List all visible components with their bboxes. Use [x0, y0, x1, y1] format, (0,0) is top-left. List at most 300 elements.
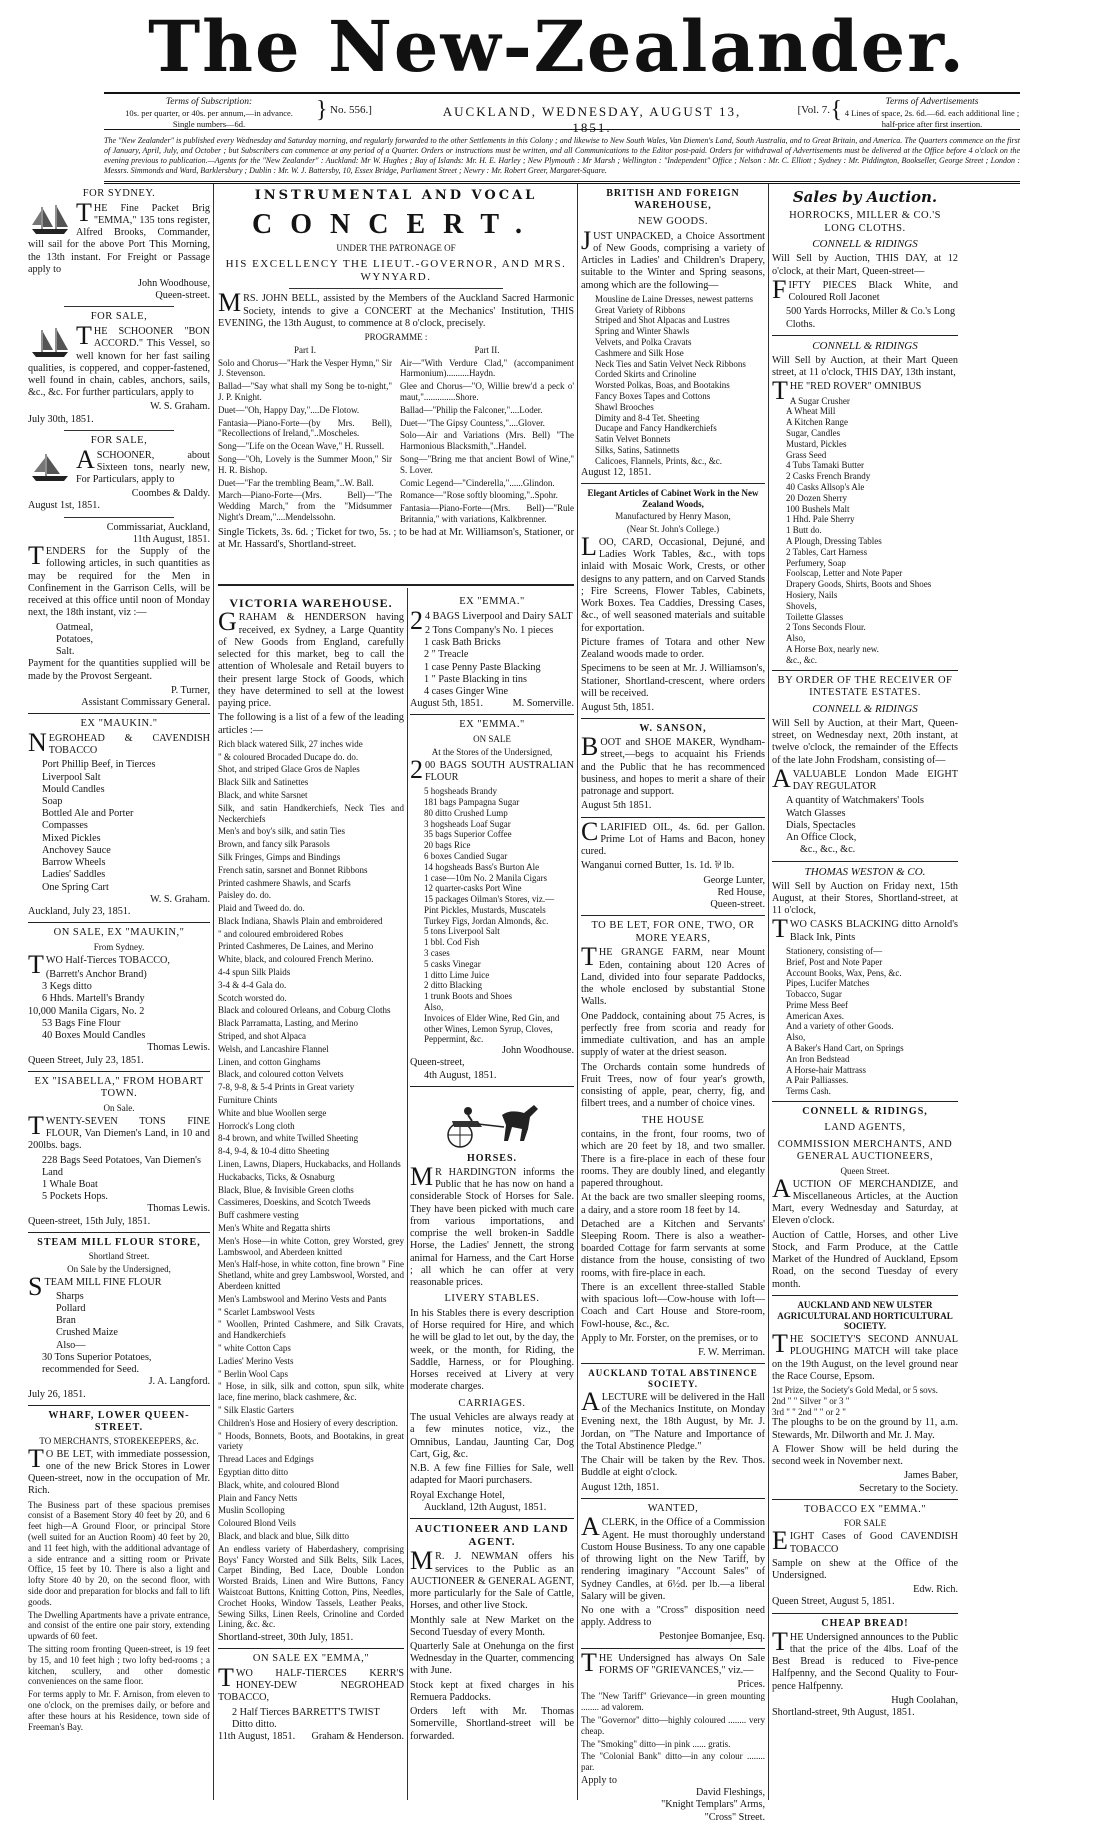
item-line: Mustard, Pickles	[786, 438, 847, 449]
item-line: Watch Glasses	[786, 807, 846, 819]
ad-heading: EX "EMMA."	[459, 719, 525, 731]
item-line: 1 Hhd. Pale Sherry	[786, 514, 855, 525]
ship-icon	[28, 450, 72, 484]
terms-line: 10s. per quarter, or 40s. per annum,—in advance.	[125, 108, 293, 119]
ad-lead: 200 BAGS SOUTH AUSTRALIAN FLOUR	[410, 754, 574, 784]
item-line: Foolscap, Letter and Note Paper	[786, 568, 903, 579]
place-date: AUCKLAND, WEDNESDAY, AUGUST 13, 1851.	[442, 104, 742, 135]
item-line: Also,	[786, 1032, 806, 1043]
item-line: Egyptian ditto ditto	[218, 1466, 288, 1477]
ad-heading: CARRIAGES.	[458, 1397, 526, 1409]
item-line: 20 Dozen Sherry	[786, 492, 847, 503]
programme-item: Solo—Air and Variations (Mrs. Bell) "The Harmonious Blacksmith,"..Handel.	[400, 430, 574, 452]
item-line: Printed cashmere Shawls, and Scarfs	[218, 877, 351, 888]
ad-body: Picture frames of Totara and other New Zealand woods made to order.	[581, 636, 765, 661]
ad-body: The following is a list of a few of the leading articles :—	[218, 712, 404, 736]
programme-item: Solo and Chorus—"Hark the Vesper Hymn," Sir J. Stevenson.	[218, 357, 392, 379]
ad-body: The ploughs to be on the ground by 11, a.m. Stewards, Mr. Dilworth and Mr. J. May.	[772, 1417, 958, 1441]
ad-heading: HORROCKS, MILLER & CO.'S LONG CLOTHS.	[789, 210, 941, 234]
ad-body: Auction of Cattle, Horses, and other Live Stock, and Farm Produce, at the Cattle Market of the Hundred of Auckland, Epsom Road, on the second Tuesday of every month.	[772, 1229, 958, 1290]
ad-body: Apply to Mr. Forster, on the premises, or to	[581, 1332, 759, 1344]
ad-signature: John Woodhouse,	[137, 278, 210, 289]
ad-signature: Graham & Henderson.	[311, 1731, 404, 1743]
subscription-terms	[104, 97, 314, 129]
divider	[28, 1071, 210, 1072]
prize-line: 3rd " " 2nd " " or 2 "	[772, 1406, 846, 1417]
ad-body: No one with a "Cross" disposition need apply. Address to	[581, 1605, 765, 1629]
brace-glyph: {	[830, 97, 842, 123]
advertisement-terms	[844, 97, 1020, 129]
item-line: Barrow Wheels	[42, 857, 106, 869]
item-line: Velvets, and Polka Cravats	[595, 336, 692, 347]
ad-heading: EX "ISABELLA," FROM HOBART TOWN.	[34, 1075, 204, 1100]
item-line: Spring and Winter Shawls	[595, 326, 690, 337]
item-line: A Baker's Hand Cart, on Springs	[786, 1043, 904, 1054]
ad-date: July 26, 1851.	[28, 1388, 86, 1400]
ad-body: ACLERK, in the Office of a Commission Agent. He must thoroughly understand Custom House Business. To any one capable of throwing light on the New Tariff, by rendering imaginary "Account Sales" of Sydney Candles, at 6½d. per lb.—a liberal Salary will be given.	[581, 1512, 765, 1602]
item-line: 7-8, 9-8, & 5-4 Prints in Great variety	[218, 1082, 355, 1093]
divider	[772, 1101, 958, 1102]
ad-lead: THE "RED ROVER" OMNIBUS	[772, 376, 922, 406]
divider	[772, 335, 958, 336]
item-line: A Kitchen Range	[786, 417, 848, 428]
ad-subheading: ON SALE	[473, 734, 511, 745]
item-line: White, black, and coloured French Merino.	[218, 954, 374, 965]
item-line: Striped and Shot Alpacas and Lustres	[595, 315, 730, 326]
item-line: Cashmere and Silk Hose	[595, 347, 684, 358]
goods-list	[772, 396, 958, 666]
ad-signature: "Knight Templars" Arms,	[661, 1799, 765, 1811]
column-rule	[407, 588, 408, 1800]
item-line: Ladies' Merino Vests	[218, 1355, 294, 1366]
ad-signature: M. Somerville.	[512, 698, 574, 710]
item-line: Black Parramatta, Lasting, and Merino	[218, 1018, 358, 1029]
ad-body: The Chair will be taken by the Rev. Thos. Buddle at eight o'clock.	[581, 1455, 765, 1479]
ad-heading: ON SALE EX "EMMA,"	[252, 1653, 370, 1665]
newspaper-title: The New-Zealander.	[148, 5, 966, 88]
column-3	[581, 184, 765, 1823]
item-line: 2 Tons Seconds Flour.	[786, 622, 866, 633]
item-line: 30 Tons Superior Potatoes, recommended for Seed.	[42, 1351, 152, 1376]
divider	[64, 517, 173, 518]
ad-body: MR HARDINGTON informs the Public that he has now on hand a considerable Stock of Horses for Sale. They have been picked with much care from various importations, and comprise the well broken-in Saddle Horse, the Ladies' Jennett, the strong animal for Harness, and the Cart Horse ; all which he can offer at very reasonable prices.	[410, 1161, 574, 1289]
auctioneer-name: CONNELL & RIDINGS	[812, 339, 918, 352]
divider	[218, 1648, 404, 1649]
item-line: Terms Cash.	[786, 1086, 831, 1097]
ad-body: Wanganui corned Butter, 1s. 1d. ⅌ lb.	[581, 860, 735, 872]
item-line: Mould Candles	[42, 783, 105, 795]
price-heading: Prices.	[737, 1679, 765, 1691]
item-line: A Plough, Dressing Tables	[786, 536, 882, 547]
ship-icon	[28, 326, 72, 360]
ad-subheading: On Sale by the Undersigned,	[67, 1263, 171, 1274]
ad-date: Auckland, 12th August, 1851.	[424, 1501, 547, 1513]
item-line: Striped, and shot Alpaca	[218, 1031, 306, 1042]
victoria-warehouse	[218, 592, 404, 1800]
ad-heading: AUCTIONEER AND LAND AGENT.	[415, 1523, 569, 1549]
ad-subheading: (Near St. John's College.)	[626, 524, 720, 535]
ad-heading: EX "EMMA."	[459, 596, 525, 607]
ad-signature: J. A. Langford.	[148, 1376, 210, 1388]
ad-signature: George Lunter,	[703, 874, 765, 886]
item-line: Calicoes, Flannels, Prints, &c., &c.	[595, 455, 722, 466]
item-line: Brown, and fancy silk Parasols	[218, 839, 330, 850]
item-line: Shot, and striped Glace Gros de Naples	[218, 764, 360, 775]
ad-body: One Paddock, containing about 75 Acres, is perfectly free from scoria and ready for immediate cultivation, and has an ample supply of water at the driest season.	[581, 1010, 765, 1059]
ad-body: Detached are a Kitchen and Servants' Sleeping Room. There is also a weather-boarded Cottage for farm servants at some distance from the house, consisting of two rooms, with fire-place in each.	[581, 1218, 765, 1279]
ad-date: Queen Street, July 23, 1851.	[28, 1054, 144, 1066]
auctioneer-name: CONNELL & RIDINGS	[812, 238, 918, 251]
item-line: 1 ditto Lime Juice	[424, 969, 490, 980]
programme-item: Ballad—"Say what shall my Song be to-night," J. P. Knight.	[218, 381, 392, 403]
ad-body: LOO, CARD, Occasional, Dejuné, and Ladies Work Tables, &c., with tops inlaid with Mosaic Work, Crests, or other designs to any pattern, and on Carved Stands ; Fire Screens, Flower Tables, Cabinets, Work Boxes. Tea Caddies, Dressing Cases, &c., of well seasoned materials and suitable for exportation.	[581, 531, 765, 634]
item-line: Invoices of Elder Wine, Red Gin, and other Wines, Lemon Syrup, Cloves, Peppermint, &c.	[424, 1012, 560, 1045]
item-line: 3 cases	[424, 948, 450, 959]
divider	[64, 306, 173, 307]
ad-body: THE Undersigned has always On Sale FORMS OF "GRIEVANCES," viz.—	[581, 1647, 765, 1677]
item-line: Great Variety of Ribbons	[595, 304, 686, 315]
item-line: Shawl Brooches	[595, 401, 654, 412]
programme-item: Song—"Life on the Ocean Wave," H. Russell.	[218, 441, 385, 452]
ad-date: Auckland, July 23, 1851.	[28, 906, 131, 918]
item-line: Pint Pickles, Mustards, Muscatels	[424, 904, 546, 915]
part-heading: Part II.	[474, 344, 500, 355]
ad-date: 11th August, 1851.	[218, 1731, 296, 1743]
item-line: Silks, Satins, Satinnetts	[595, 444, 680, 455]
ship-icon	[28, 203, 72, 237]
item-line: Children's Hose and Hosiery of every description.	[218, 1417, 398, 1428]
ad-body: Orders left with Mr. Thomas Somerville, Shortland-street will be forwarded.	[410, 1706, 574, 1742]
publication-notice: The "New Zealander" is published every Wednesday and Saturday morning, and regularly forwarded to the other Settlements in this Colony ; and likewise to New South Wales, Van Diemen's Land, South Australia, and to Great Britain, and America. The Quarters commence on the first of January, April, July, and October ; but Subscribers can commence at any period of a Quarter. Orders or instructions must be written, and all Communications to the Editor post-paid. Orders for withdrawal of Advertisements must be delivered at the Office before 4 o'clock on the evening previous to publication.—Agents for the "New Zealander" : Auckland: Mr W. Hughes ; Bay of Islands: Mr. H. E. Harley ; New Plymouth : Mr Marsh ; Wellington : "Independent" Office ; Nelson : Mr. C. Elliott ; Sydney : Mr. Piddington, Bookseller, George Street ; London : Messrs. Simmonds and Ward, Barklersbury ; Dublin : Mr. W. J. Battersby, 10, Essex Bridge, Parliament Street ; Newry : Mr. Robert Greer, Margaret-Square.	[104, 136, 1020, 184]
ad-body: The sitting room fronting Queen-street, is 19 feet by 15, and 10 feet high ; two lofty bed-rooms ; a kitchen, scullery, and other domestic conveniences on the same floor.	[28, 1643, 210, 1687]
item-line: Turkey Figs, Jordan Almonds, &c.	[424, 915, 549, 926]
item-line: Anchovey Sauce	[42, 844, 111, 856]
ad-signature: Hugh Coolahan,	[891, 1694, 958, 1706]
item-line: " Hoods, Bonnets, Boots, and Bootakins, in great variety	[218, 1430, 404, 1452]
item-line: Also—	[56, 1339, 86, 1351]
terms-heading: Terms of Subscription:	[165, 97, 253, 107]
item-line: Liverpool Salt	[42, 771, 101, 783]
item-line: Black, and black and blue, Silk ditto	[218, 1530, 349, 1541]
ad-subheading: Queen Street.	[840, 1165, 890, 1176]
item-line: Men's Hose—in white Cotton, grey Worsted, grey Lambswool, and Aberdeen knitted	[218, 1235, 404, 1257]
item-line: 1 bbl. Cod Fish	[424, 937, 480, 948]
ad-lead: TWO CASKS BLACKING ditto Arnold's Black Ink, Pints	[772, 914, 958, 944]
ad-body: Payment for the quantities supplied will be made by the Provost Sergeant.	[28, 658, 210, 682]
item-line: Drapery Goods, Shirts, Boots and Shoes	[786, 579, 932, 590]
item-line: 2 Tons Company's No. 1 pieces	[425, 624, 554, 636]
item-line: 2 Casks French Brandy	[786, 471, 871, 482]
ad-body: The Orchards contain some hundreds of Fruit Trees, now of four year's growth, consisting of apple, pear, cherry, fig, and filbert trees, and a number of choice vines.	[581, 1061, 765, 1110]
item-line: Ditto ditto.	[232, 1718, 277, 1730]
item-line: Silk Fringes, Gimps and Bindings	[218, 851, 341, 862]
item-line: 181 bags Pampagna Sugar	[424, 796, 520, 807]
ad-heading: TO BE LET, FOR ONE, TWO, OR MORE YEARS,	[591, 920, 755, 944]
ad-body: TENDERS for the Supply of the following articles, in such quantities as may be required for the Men in Confinement in the Garrison Cells, will be received at this office until noon of Monday next, the 18th instant, viz :—	[28, 541, 210, 619]
ad-heading: HORSES.	[466, 1152, 518, 1164]
item-line: 3 Kegs ditto	[42, 981, 92, 993]
ad-signature: David Fleshings,	[695, 1787, 765, 1799]
part-heading: Part I.	[294, 344, 316, 355]
item-line: Ducape and Fancy Handkerchiefs	[595, 423, 717, 434]
item-line: &c., &c.	[786, 654, 817, 665]
item-line: 5 hogsheads Brandy	[424, 786, 497, 797]
ad-signature: F. W. Merriman.	[698, 1347, 765, 1359]
programme-item: Fantasia—Piano-Forte—(Mrs. Bell)—"Rule Britannia," with variations, Kalkbrenner.	[400, 503, 574, 525]
ad-lead: 24 BAGS Liverpool and Dairy SALT	[410, 605, 573, 635]
item-line: An endless variety of Haberdashery, comprising Boys' Fancy Worsted and Silk Belts, Silk Laces, Carpet Binding, Bed Lace, Double London Worsted Braids, Linen and Wire Buttons, Fancy Waistcoat Buttons, Knitting Cotton, Pins, Needles, Crochet Hooks, Window Tassels, Leather Peaks, Sewing Silks, Linen Reels, Crinoline and Corded Lining, &c. &c.	[218, 1543, 404, 1630]
ad-body: Will Sell by Auction, at their Mart, Queen-street, on Wednesday next, 20th instant, at twelve o'clock, the remainder of the Effects of the late John Frodsham, consisting of—	[772, 717, 958, 766]
item-line: Black and coloured Orleans, and Coburg Cloths	[218, 1005, 391, 1016]
ad-heading: AUCKLAND AND NEW ULSTER AGRICULTURAL AND HORTICULTURAL SOCIETY.	[777, 1299, 953, 1332]
item-line: Plain and Fancy Netts	[218, 1492, 298, 1503]
item-line: An Iron Bedstead	[786, 1053, 850, 1064]
issue-number: No. 556.]	[330, 104, 372, 116]
item-line: Sharps	[56, 1290, 84, 1302]
ad-body: Quarterly Sale at Onehunga on the first Wednesday in the Quarter, commencing with June.	[410, 1641, 574, 1677]
item-line: 1 cask Bath Bricks	[424, 637, 501, 649]
price-line: The "New Tariff" Grievance—in green mounting ........ ad valorem.	[581, 1691, 765, 1713]
item-line: 20 bags Rice	[424, 840, 471, 851]
divider	[410, 1086, 574, 1087]
item-line: 6 Hhds. Martell's Brandy	[42, 993, 145, 1005]
ad-heading: THE HOUSE	[641, 1114, 705, 1126]
item-line: 1 Butt do.	[786, 525, 822, 536]
item-line: White and blue Woollen serge	[218, 1107, 327, 1118]
programme-item: March—Piano-Forte—(Mrs. Bell)—"The Wedding March," from the "Midsummer Night's Dream,"....Mendelssohn.	[218, 490, 392, 523]
brace-glyph: }	[316, 97, 328, 123]
programme-item: Duet—"The Gipsy Countess,"....Glover.	[400, 417, 545, 428]
item-line: Paisley do. do.	[218, 890, 271, 901]
item-line: " Berlin Wool Caps	[218, 1368, 289, 1379]
masthead	[14, 0, 1100, 92]
item-line: Black, white, and coloured Blond	[218, 1479, 339, 1490]
ad-lead: TWO Half-Tierces TOBACCO,	[28, 949, 170, 979]
item-line: 40 Casks Allsop's Ale	[786, 482, 865, 493]
item-line: A Wheat Mill	[786, 406, 836, 417]
ad-heading: STEAM MILL FLOUR STORE,	[37, 1236, 201, 1248]
item-line: 5 Pockets Hops.	[42, 1191, 108, 1203]
item-line: 2 ditto Blacking	[424, 980, 482, 991]
programme-item: Duet—"Far the trembling Beam,"..W. Ball.	[218, 477, 374, 488]
ad-signature: Queen-street.	[155, 290, 210, 302]
item-line: Mousline de Laine Dresses, newest patterns	[595, 293, 753, 304]
ad-body: CLARIFIED OIL, 4s. 6d. per Gallon. Prime Lot of Hams and Bacon, honey cured.	[581, 816, 765, 858]
ad-body: TWENTY-SEVEN TONS FINE FLOUR, Van Diemen's Land, in 10 and 200lbs. bags.	[28, 1110, 210, 1152]
item-line: A Horse Box, nearly new.	[786, 644, 879, 654]
item-line: Black Silk and Satinettes	[218, 777, 309, 788]
divider	[581, 915, 765, 916]
column-rule	[213, 184, 214, 1800]
item-line: " Woollen, Printed Cashmere, and Silk Cravats, and Handkerchiefs	[218, 1319, 404, 1341]
divider	[28, 1232, 210, 1233]
item-line: Black, and coloured cotton Velvets	[218, 1069, 344, 1080]
ad-body: Will Sell by Auction, at their Mart Queen street, at 11 o'clock, THIS DAY, 13th instant,	[772, 354, 958, 379]
ad-signature: James Baber,	[904, 1470, 958, 1482]
item-line: Satin Velvet Bonnets	[595, 434, 671, 445]
ad-heading: ON SALE, EX "MAUKIN,"	[53, 927, 185, 939]
divider	[772, 1295, 958, 1296]
item-line: Rich black watered Silk, 27 inches wide	[218, 738, 363, 749]
ad-subheading: COMMISSION MERCHANTS, AND GENERAL AUCTIONEERS,	[777, 1138, 953, 1163]
divider	[28, 922, 210, 923]
ad-heading: EX "MAUKIN."	[80, 718, 158, 730]
ad-heading: W. SANSON,	[639, 723, 707, 735]
ad-heading: BRITISH AND FOREIGN WAREHOUSE,	[606, 188, 740, 211]
item-line: Grass Seed	[786, 449, 827, 460]
column-1	[28, 184, 210, 1800]
ad-body: Specimens to be seen at Mr. J. Williamson's, Stationer, Shortland-crescent, where orders will be received.	[581, 663, 765, 699]
item-line: Hosiery, Nails	[786, 590, 838, 601]
ad-signature: Royal Exchange Hotel,	[410, 1489, 505, 1501]
item-line: Scotch worsted do.	[218, 992, 287, 1003]
item-line: 1 " Paste Blacking in tins	[424, 673, 527, 685]
ad-signature: "Cross" Street.	[704, 1811, 765, 1823]
ad-lead: NEGROHEAD & CAVENDISH TOBACCO	[28, 727, 210, 757]
ad-body: There is an excellent three-stalled Stable with spacious loft—Cow-house with loft—Coach and Cart House and Store-room, Fowl-house, &c., &c.	[581, 1281, 765, 1330]
item-line: 10,000 Manila Cigars, No. 2	[28, 1005, 145, 1017]
item-line: A Pair Palliasses.	[786, 1075, 849, 1086]
ad-body: EIGHT Cases of Good CAVENDISH TOBACCO	[772, 1526, 958, 1556]
item-line: Prime Mess Beef	[786, 999, 848, 1010]
volume-number: [Vol. 7.	[797, 104, 830, 116]
item-line: American Axes.	[786, 1010, 844, 1021]
item-line: Ladies' Saddles	[42, 869, 106, 881]
item-line: " white Cotton Caps	[218, 1342, 291, 1353]
ad-signature: Edw. Rich.	[913, 1584, 958, 1596]
item-line: 2 Tables, Cart Harness	[786, 546, 868, 557]
item-line: Plaid and Tweed do. do.	[218, 903, 305, 914]
item-line: Toilette Glasses	[786, 611, 844, 622]
divider	[410, 1518, 574, 1519]
item-line: Corded Skirts and Crinoline	[595, 369, 697, 380]
ad-signature: Thomas Lewis.	[147, 1042, 210, 1054]
ad-body: THE GRANGE FARM, near Mount Eden, containing about 120 Acres of Land, divided into four separate Paddocks, the whole enclosed by substantial Stone Walls.	[581, 942, 765, 1008]
item-line: " and coloured embroidered Robes	[218, 928, 344, 939]
ad-signature: John Woodhouse.	[501, 1045, 574, 1057]
horse-carriage-icon	[432, 1091, 552, 1149]
ad-subheading: At the Stores of the Undersigned,	[431, 746, 553, 757]
ad-body: The Dwelling Apartments have a private entrance, and consist of the entire one pair story, extending upwards of 60 feet.	[28, 1609, 210, 1642]
ad-body: Will Sell by Auction on Friday next, 15th August, at their Stores, Shortland-street, at 11 o'clock,	[772, 880, 958, 917]
ad-body: THE SCHOONER "BON ACCORD." This Vessel, so well known for her fast sailing qualities, is coppered, and copper-fastened, well found in chain, cables, anchors, sails, &c., &c. For further particulars, apply to	[28, 321, 210, 399]
ad-body: AUCTION OF MERCHANDIZE, and Miscellaneous Articles, at the Auction Mart, every Wednesday and Saturday, at Eleven o'clock.	[772, 1173, 958, 1227]
ad-lead: TWO HALF-TIERCES KERR'S HONEY-DEW NEGROHEAD TOBACCO,	[218, 1662, 404, 1704]
concert-intro: MRS. JOHN BELL, assisted by the Members of the Auckland Sacred Harmonic Society, intends to give a CONCERT at the Mechanics' Institution, THIS EVENING, the 13th August, to commence at 8 o'clock, precisely.	[218, 288, 574, 329]
ad-date: August 5th, 1851.	[581, 701, 655, 713]
item-line: Tobacco, Sugar	[786, 989, 842, 1000]
concert-advertisement	[218, 184, 574, 586]
item-line: 500 Yards Horrocks, Miller & Co.'s Long Cloths.	[786, 306, 956, 330]
divider	[289, 288, 503, 289]
ad-date: Queen-street, 15th July, 1851.	[28, 1215, 151, 1227]
item-line: Also,	[786, 633, 806, 644]
programme-item: Fantasia—Piano-Forte—(by Mrs. Bell), "Recollections of Ireland,"..Moscheles.	[218, 417, 392, 439]
adv-line: 4 Lines of space, 2s. 6d.—6d. each additional line ;	[844, 108, 1020, 119]
item-line: A quantity of Watchmakers' Tools	[786, 795, 925, 807]
programme	[218, 345, 574, 527]
programme-part-2	[400, 345, 574, 527]
ad-heading: CONNELL & RIDINGS,	[802, 1106, 928, 1118]
ad-date: July 30th, 1851.	[28, 413, 94, 425]
column-rule	[577, 184, 578, 1800]
ad-heading: LIVERY STABLES.	[444, 1293, 540, 1305]
item-line: 1 Whale Boat	[42, 1178, 98, 1190]
item-line: Worsted Polkas, Boas, and Bootakins	[595, 380, 730, 391]
item-line: Oatmeal,	[56, 621, 94, 633]
ad-body: contains, in the front, four rooms, two of which are 20 feet by 18, and two smaller. There is a fire-place in each of these four rooms. They are doubly lined, and elegantly papered throughout.	[581, 1129, 765, 1190]
concert-banner: CONCERT.	[252, 208, 540, 240]
divider	[581, 817, 765, 818]
item-line: 53 Bags Fine Flour	[42, 1017, 121, 1029]
ad-subheading: NEW GOODS.	[637, 216, 709, 227]
item-line: Soap	[42, 795, 63, 807]
item-line: Salt.	[56, 646, 75, 658]
item-line: Men's Lambswool and Merino Vests and Pants	[218, 1293, 387, 1304]
item-line: Men's and boy's silk, and satin Ties	[218, 826, 346, 837]
item-line: Port Phillip Beef, in Tierces	[42, 759, 156, 771]
programme-item: Comic Legend—"Cinderella,"......Glindon.	[400, 477, 555, 488]
divider	[772, 861, 958, 862]
ad-signature: P. Turner,	[171, 684, 210, 696]
item-line: Buff cashmere vesting	[218, 1210, 299, 1221]
column-4	[772, 184, 958, 1800]
divider	[772, 670, 958, 671]
divider	[28, 713, 210, 714]
ad-subheading: TO MERCHANTS, STOREKEEPERS, &c.	[39, 1435, 199, 1446]
ad-body: BOOT and SHOE MAKER, Wyndham-street,—begs to acquaint his Friends and the Public that he has recommenced business, and hopes to merit a share of their patronage and support.	[581, 732, 765, 798]
item-line: A Sugar Crusher	[789, 395, 850, 406]
ad-body: JUST UNPACKED, a Choice Assortment of New Goods, comprising a variety of Articles in Ladies' and Children's Drapery, suitable to the Winter and Spring seasons, among which are the following—	[581, 225, 765, 291]
price-line: The "Smoking" ditto—in pink ...... gratis.	[581, 1738, 731, 1749]
item-line: 5 tons Liverpool Salt	[424, 926, 500, 937]
ad-heading: WANTED,	[647, 1502, 699, 1514]
item-line: 3-4 & 4-4 Gala do.	[218, 979, 287, 990]
item-line: Bottled Ale and Porter	[42, 808, 134, 820]
ad-signature: Assistant Commissary General.	[81, 696, 210, 708]
ad-heading: AUCKLAND TOTAL ABSTINENCE SOCIETY.	[588, 1368, 758, 1390]
item-line: " Scarlet Lambswool Vests	[218, 1306, 315, 1317]
ad-signature: Red House,	[717, 886, 765, 898]
item-line: Linen, and cotton Ginghams	[218, 1056, 321, 1067]
item-line: An Office Clock,	[786, 832, 857, 844]
ad-body: THE Fine Packet Brig "EMMA," 135 tons register, Alfred Brooks, Commander, will sail for the above Port This Morning, the 13th instant. For Freight or Passage apply to	[28, 197, 210, 275]
item-line: " & coloured Brocaded Ducape do. do.	[218, 751, 359, 762]
item-line: 3 hogsheads Loaf Sugar	[424, 818, 511, 829]
item-line: Also,	[424, 1002, 444, 1013]
ad-body: The usual Vehicles are always ready at a few minutes notice, viz., the Omnibus, Landau, Jaunting Car, Dog Cart, Gig, &c.	[410, 1412, 574, 1460]
item-line: Furniture Chints	[218, 1095, 278, 1106]
divider	[64, 430, 173, 431]
ad-date: Shortland-street, 9th August, 1851.	[772, 1707, 915, 1719]
item-line: Account Books, Wax, Pens, &c.	[786, 967, 902, 978]
ad-body: MR. J. NEWMAN offers his services to the Public as an AUCTIONEER & GENERAL AGENT, more particularly for the Sale of Cattle, Horses, and other live Stock.	[410, 1546, 574, 1612]
ad-heading: FOR SALE,	[90, 311, 148, 323]
ad-subheading: From Sydney.	[93, 941, 145, 952]
item-line: A Horse-hair Mattrass	[786, 1064, 866, 1075]
divider	[772, 1499, 958, 1500]
ad-date: August 12, 1851.	[581, 466, 652, 478]
item-line: Brief, Post and Note Paper	[786, 956, 883, 967]
ad-body: The Business part of these spacious premises consist of a Basement Story 40 feet by 20, and 6 feet high—A Ground Floor, or principal Store (well suited for an Auction Room) 40 feet by 20, and 11 feet high, with the additional advantage of a side entrance and a sitting room or Private Office, 15 feet by 10. There is also a light and lofty Store 40 by 20, on the second floor, with side door and preparation for blocks and fall to lift goods.	[28, 1499, 210, 1607]
divider	[581, 483, 765, 484]
programme-item: Song—"Oh, Lovely is the Summer Moon," Sir H. R. Bishop.	[218, 454, 392, 475]
item-line: 4 cases Ginger Wine	[424, 686, 508, 697]
ad-body: In his Stables there is every description of Horse required for Hire, and which he will be glad to let out, by the day, the week, or the month, for Riding, the Saddle, Harness, or for Ploughing. Horses received at Livery at very moderate charges.	[410, 1307, 574, 1393]
ad-subheading: LAND AGENTS,	[824, 1122, 906, 1134]
goods-list	[218, 739, 404, 1630]
ad-signature: W. S. Graham.	[150, 893, 210, 905]
